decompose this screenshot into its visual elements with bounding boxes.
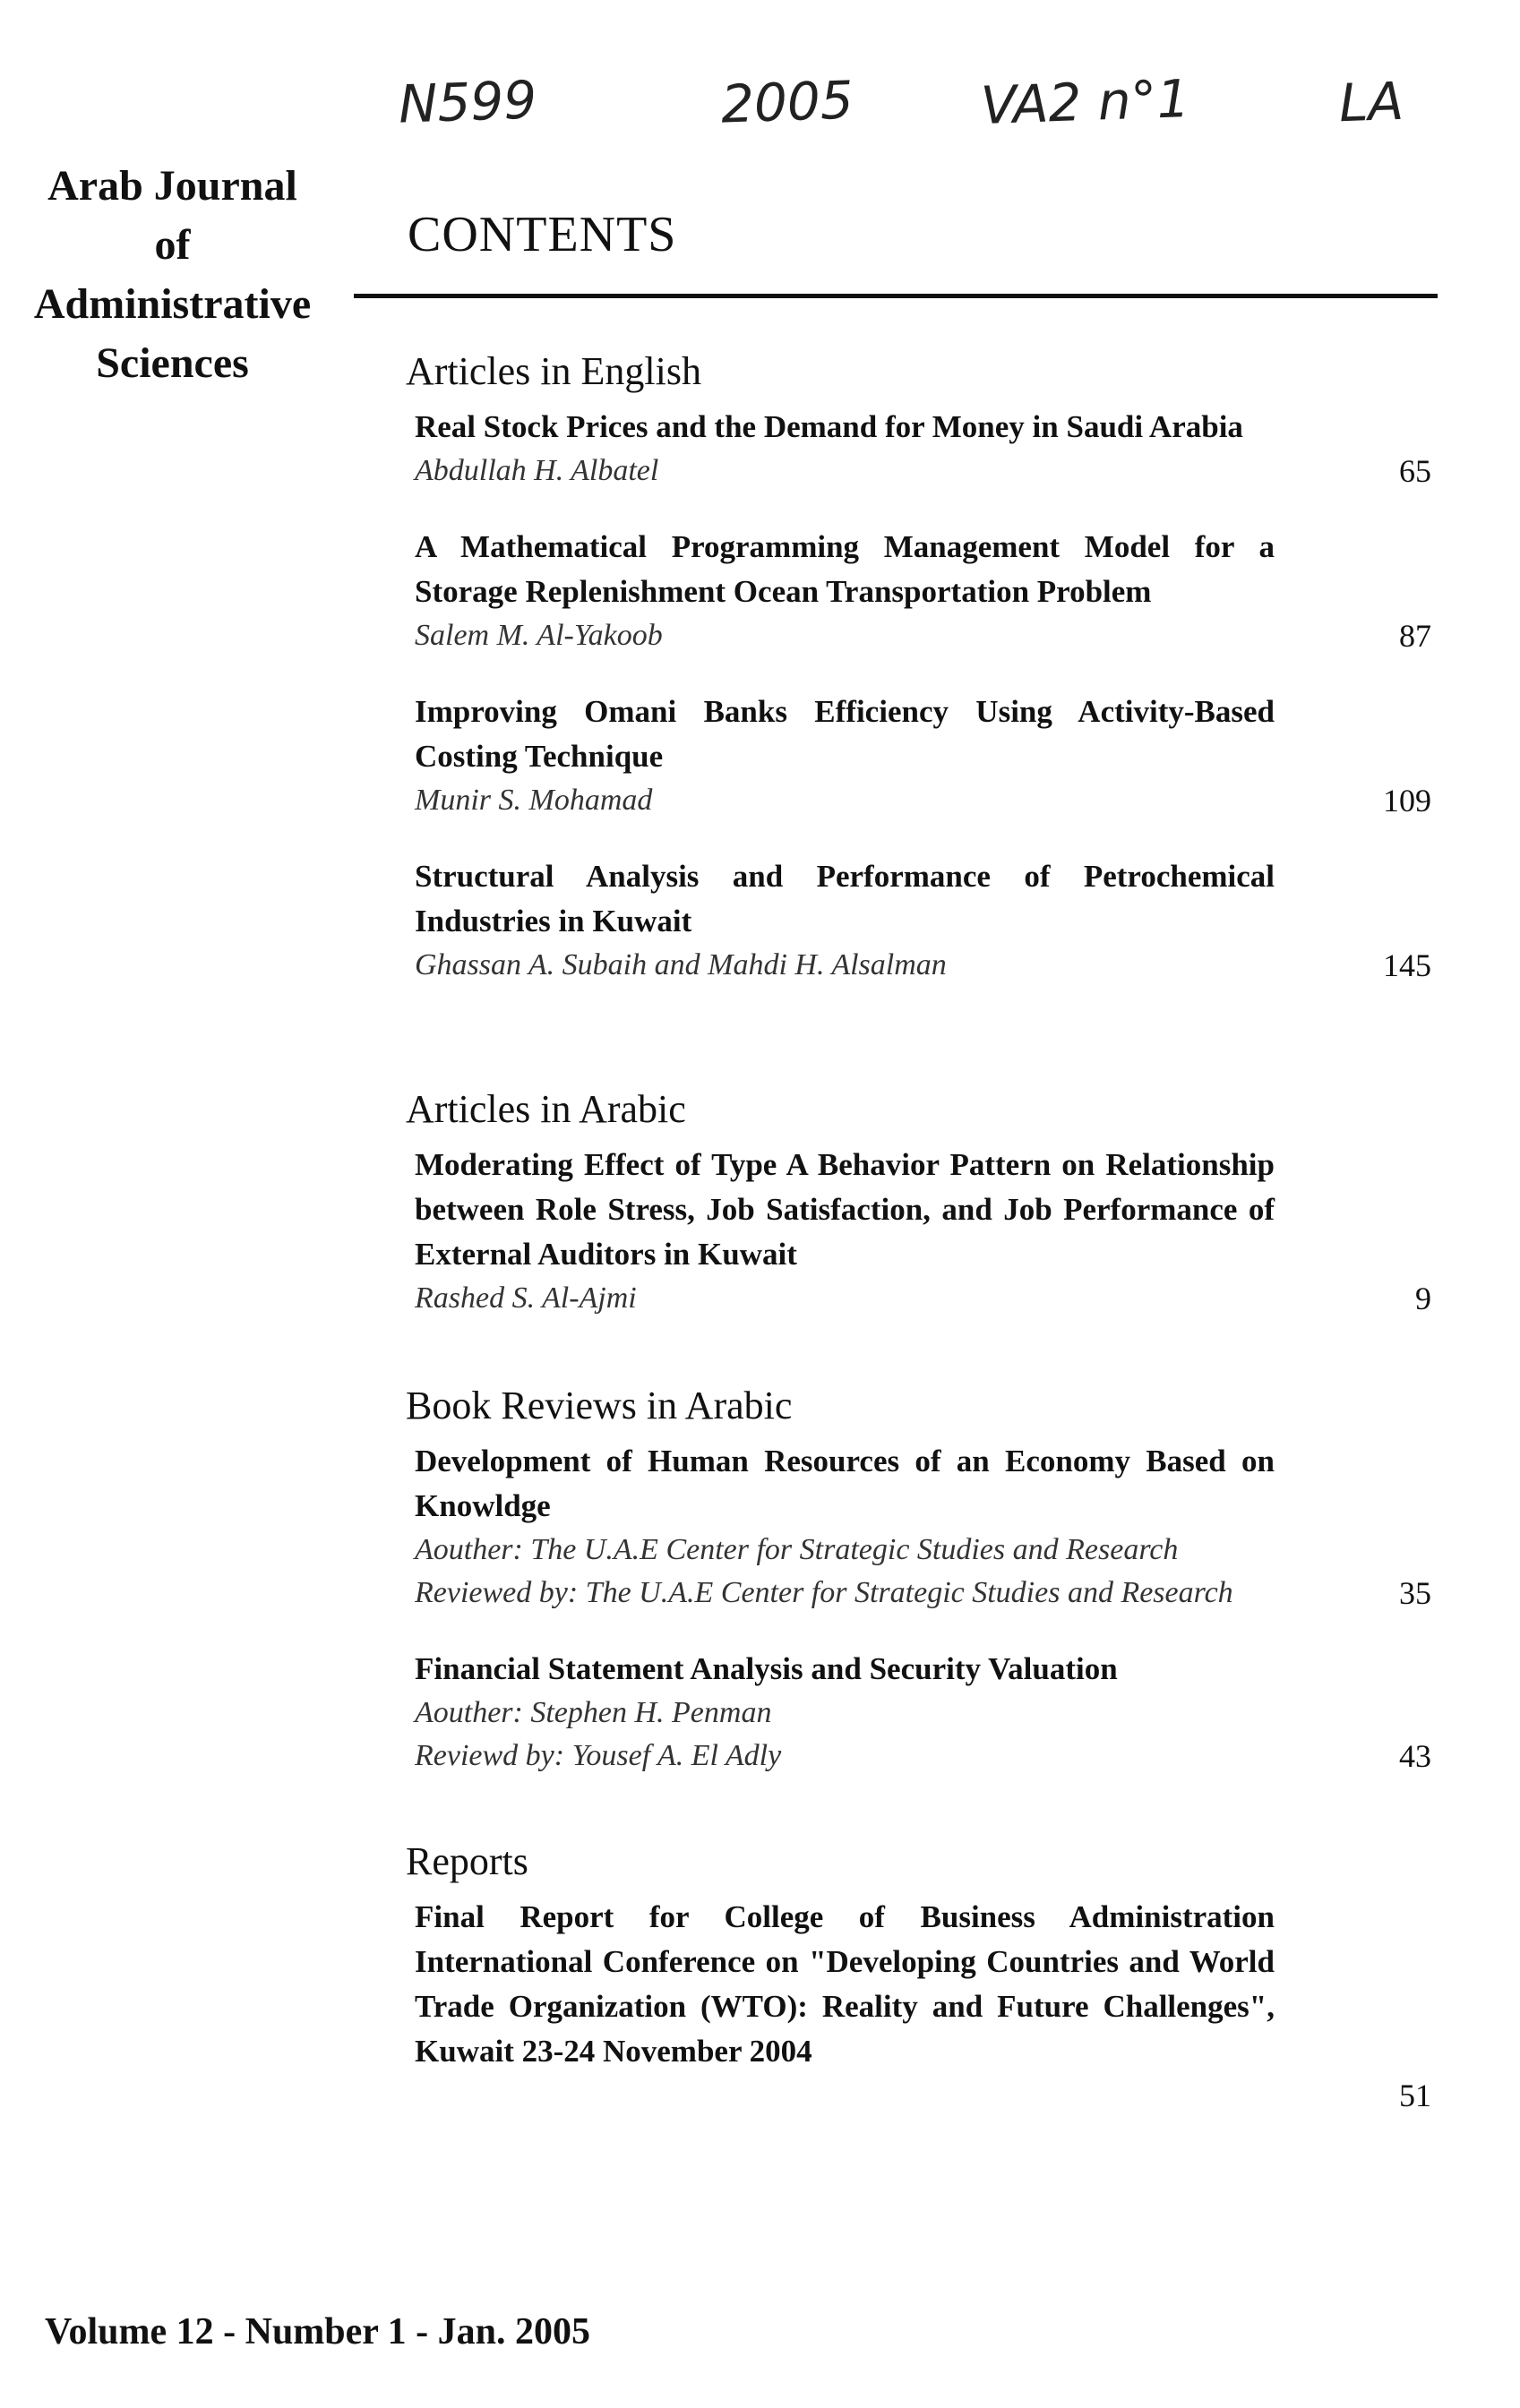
journal-name-line: Administrative: [33, 280, 312, 328]
entry-author: Munir S. Mohamad 109: [406, 779, 1445, 822]
handwritten-note: 2005: [719, 69, 854, 135]
entry-title: Improving Omani Banks Efficiency Using Activity-Based Costing Technique: [415, 694, 1275, 774]
title-divider: [354, 294, 1438, 298]
section-articles-english: [406, 347, 1445, 1019]
page-number: 9: [1415, 1281, 1431, 1316]
entry-title: Development of Human Resources of an Economy Based on Knowldge: [415, 1444, 1275, 1523]
toc-entry[interactable]: [406, 1439, 1445, 1615]
toc-entry[interactable]: [406, 690, 1445, 822]
handwritten-note: VA2 n°1: [979, 67, 1191, 137]
handwritten-note: N599: [397, 69, 538, 135]
entry-reviewer: Reviewd by: Yousef A. El Adly 43: [406, 1735, 1445, 1778]
section-book-reviews: [406, 1382, 1445, 1810]
toc-entry[interactable]: [406, 1143, 1445, 1320]
entry-author: Rashed S. Al-Ajmi 9: [406, 1277, 1445, 1320]
contents-title: CONTENTS: [408, 207, 677, 262]
issue-footer: Volume 12 - Number 1 - Jan. 2005: [45, 2311, 591, 2352]
page-number: 51: [1399, 2078, 1431, 2113]
entry-title: A Mathematical Programming Management Model for a Storage Replenishment Ocean Transportation Problem: [415, 529, 1275, 609]
toc-entry[interactable]: [406, 1895, 1445, 2113]
section-heading: Articles in English: [406, 349, 701, 393]
page-number: 35: [1399, 1575, 1431, 1611]
entry-title: Structural Analysis and Performance of Petrochemical Industries in Kuwait: [415, 859, 1275, 938]
journal-name-line: Arab Journal: [47, 162, 297, 210]
entry-title: Moderating Effect of Type A Behavior Pattern on Relationship between Role Stress, Job Satisfaction, and Job Performance of External Auditors in Kuwait: [415, 1147, 1275, 1272]
entry-author: Salem M. Al-Yakoob 87: [406, 614, 1445, 657]
toc-entry[interactable]: [406, 525, 1445, 657]
page-number: 87: [1399, 618, 1431, 654]
section-articles-arabic: [406, 1085, 1445, 1352]
page-number: 109: [1383, 783, 1431, 818]
entry-author: Aouther: Stephen H. Penman: [415, 1696, 772, 1729]
toc-entry[interactable]: [406, 854, 1445, 987]
entry-author: Abdullah H. Albatel 65: [406, 450, 1445, 493]
section-reports: [406, 1838, 1445, 2113]
entry-title: Final Report for College of Business Administration International Conference on "Developing Countries and World Trade Organization (WTO): Reality and Future Challenges", Kuwait 23-24 November 2004: [415, 1899, 1275, 2069]
entry-author: Ghassan A. Subaih and Mahdi H. Alsalman 145: [406, 944, 1445, 987]
entry-author: Aouther: The U.A.E Center for Strategic Studies and Research: [415, 1533, 1179, 1566]
toc-entry[interactable]: [406, 405, 1445, 493]
page-number: 43: [1399, 1738, 1431, 1774]
handwritten-note: LA: [1337, 70, 1405, 134]
journal-name-line: Sciences: [96, 339, 249, 387]
entry-title: Financial Statement Analysis and Security Valuation: [415, 1651, 1118, 1686]
entry-reviewer: Reviewed by: The U.A.E Center for Strategic Studies and Research 35: [406, 1572, 1445, 1615]
toc-entry[interactable]: [406, 1647, 1445, 1778]
entry-title: Real Stock Prices and the Demand for Money in Saudi Arabia: [415, 409, 1243, 444]
page-number: 65: [1399, 453, 1431, 489]
section-heading: Articles in Arabic: [406, 1087, 686, 1131]
journal-name: [18, 157, 327, 393]
page-number: 145: [1383, 947, 1431, 983]
section-heading: Book Reviews in Arabic: [406, 1384, 793, 1427]
section-heading: Reports: [406, 1839, 528, 1883]
journal-name-line: of: [154, 221, 191, 269]
